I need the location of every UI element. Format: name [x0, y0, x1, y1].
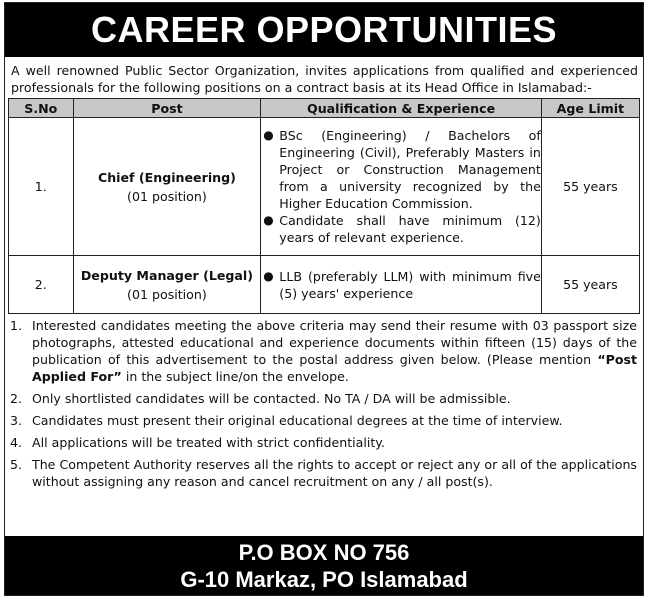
header-qualification: Qualification & Experience	[261, 99, 542, 118]
note-number: 3.	[10, 413, 23, 428]
post-positions: (01 position)	[127, 286, 207, 302]
note-text: Candidates must present their original educational degrees at the time of interview.	[32, 413, 563, 428]
page-title: CAREER OPPORTUNITIES	[5, 3, 643, 57]
header-sno: S.No	[9, 99, 74, 118]
list-item	[10, 434, 637, 451]
note-number: 2.	[10, 391, 23, 406]
post-positions: (01 position)	[127, 188, 207, 204]
note-number: 4.	[10, 435, 23, 450]
row-sno: 1.	[9, 118, 74, 256]
row-qualification	[261, 118, 542, 256]
list-item	[10, 317, 637, 385]
row-qualification	[261, 256, 542, 314]
bullet-icon: ●	[263, 213, 274, 227]
positions-table	[8, 98, 640, 314]
qualification-item: ● BSc (Engineering) / Bachelors of Engineering (Civil), Preferably Masters in Project or Construction Management from a university recognized by the Higher Education Commission.	[263, 128, 541, 211]
address-footer	[5, 536, 643, 595]
intro-paragraph: A well renowned Public Sector Organization, invites applications from qualified and experienced professionals for the following positions on a contract basis at its Head Office in Islamabad:-	[11, 63, 638, 95]
note-text: Only shortlisted candidates will be contacted. No TA / DA will be admissible.	[32, 391, 511, 406]
header-age-limit: Age Limit	[541, 99, 639, 118]
qualification-item: ● Candidate shall have minimum (12) years of relevant experience.	[263, 213, 541, 245]
post-title: Deputy Manager (Legal)	[80, 267, 253, 283]
row-sno: 2.	[9, 256, 74, 314]
note-number: 1.	[10, 318, 23, 333]
header-post: Post	[73, 99, 261, 118]
advertisement	[4, 2, 644, 596]
note-text: Interested candidates meeting the above criteria may send their resume with 03 passport size photographs, attested educational and experience documents within fifteen (15) days of the publication of this advertisement to the postal address given below. (Please mention “Post Applied For” in the subject line/on the envelope.	[32, 318, 637, 384]
row-age-limit: 55 years	[541, 256, 639, 314]
list-item	[10, 456, 637, 490]
post-title: Chief (Engineering)	[97, 169, 236, 185]
table-header-row	[9, 99, 640, 118]
notes-list	[5, 314, 643, 490]
note-number: 5.	[10, 457, 23, 472]
po-box: P.O BOX NO 756	[238, 540, 410, 565]
qualification-item: ● LLB (preferably LLM) with minimum five (5) years' experience	[263, 268, 541, 301]
table-row	[9, 256, 640, 314]
row-post	[73, 256, 261, 314]
list-item	[10, 412, 637, 429]
address-line: G-10 Markaz, PO Islamabad	[180, 567, 468, 592]
row-age-limit: 55 years	[541, 118, 639, 256]
note-text: All applications will be treated with strict confidentiality.	[32, 435, 385, 450]
row-post	[73, 118, 261, 256]
table-row	[9, 118, 640, 256]
note-text: The Competent Authority reserves all the rights to accept or reject any or all of the applications without assigning any reason and cancel recruitment on any / all post(s).	[32, 457, 637, 489]
list-item	[10, 390, 637, 407]
bullet-icon: ●	[263, 268, 274, 283]
bullet-icon: ●	[263, 128, 274, 142]
